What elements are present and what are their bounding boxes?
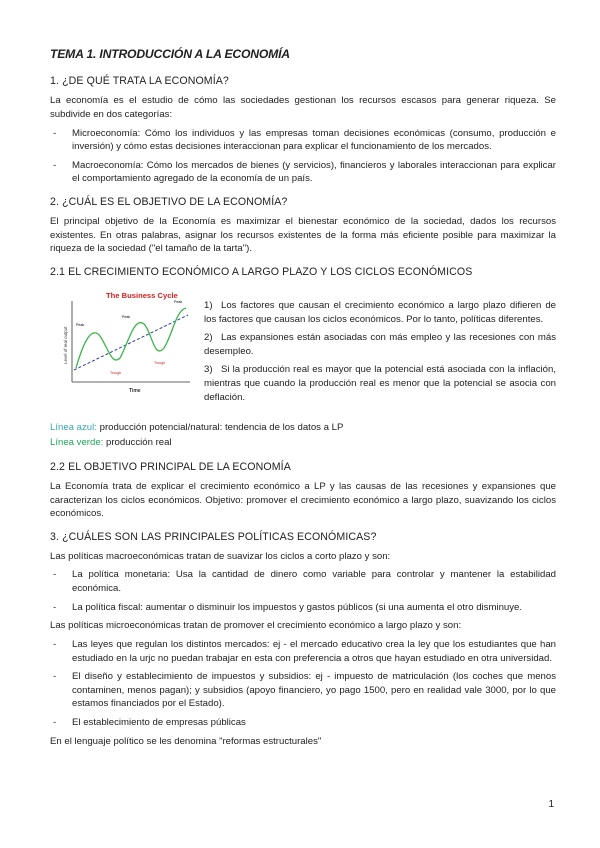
cycle-point-3 — [204, 363, 556, 404]
section2-paragraph: El principal objetivo de la Economía es maximizar el bienestar económico de la sociedad, dados los recursos existentes. En otras palabras, asignar los recursos existentes de la forma más eficiente posible para maximizar la riqueza de la sociedad ("el tamaño de la tarta"). — [50, 216, 556, 255]
point-text: Los factores que causan el crecimiento económico a largo plazo difieren de los factores que causan los ciclos económicos. Por lo tanto, políticas diferentes. — [204, 299, 556, 325]
section21-heading: 2.1 EL CRECIMIENTO ECONÓMICO A LARGO PLAZO Y LOS CICLOS ECONÓMICOS — [50, 265, 473, 278]
chart-legend — [50, 421, 556, 450]
annotation-trough-1: Trough — [110, 370, 122, 375]
x-axis-label: Time — [129, 387, 141, 394]
chart-title: The Business Cycle — [106, 290, 178, 300]
list-item-leyes-mercados: - Las leyes que regulan los distintos mercados: ej - el mercado educativo crea la ley que los estudiantes que han estudiado en la urjc no puedan trabajar en esta con preferencia a otros que hayan estudiado en otra universidad. — [50, 638, 556, 665]
legend-label-green: Línea verde: — [50, 436, 104, 448]
macro-policies-list — [50, 568, 556, 614]
point-number: 2) — [204, 332, 213, 344]
document-page — [50, 46, 556, 753]
section3-micro-intro: Las políticas microeconómicas tratan de promover el crecimiento económico a largo plazo y son: — [50, 620, 462, 632]
business-cycle-svg — [58, 288, 192, 402]
point-number: 3) — [204, 364, 213, 376]
point-text: Si la producción real es mayor que la potencial está asociada con la inflación, mientras que cuando la producción real es menor que la potencial se asocia con deflación. — [204, 364, 556, 403]
section22-heading: 2.2 EL OBJETIVO PRINCIPAL DE LA ECONOMÍA — [50, 460, 291, 473]
section1-list — [50, 127, 556, 186]
cycle-point-1 — [204, 299, 556, 326]
section3-heading: 3. ¿CUÁLES SON LAS PRINCIPALES POLÍTICAS ECONÓMICAS? — [50, 530, 377, 543]
point-number: 1) — [204, 299, 213, 311]
document-title: TEMA 1. INTRODUCCIÓN A LA ECONOMÍA — [50, 47, 290, 61]
legend-label-blue: Línea azul: — [50, 422, 97, 434]
legend-green-line — [50, 436, 556, 450]
section3-closing: En el lenguaje político se les denomina "reformas estructurales" — [50, 735, 322, 747]
section3-macro-intro: Las políticas macroeconómicas tratan de suavizar los ciclos a corto plazo y son: — [50, 550, 391, 562]
list-item-politica-fiscal: - La política fiscal: aumentar o disminuir los impuestos y gastos públicos (si una aumenta el otro disminuye. — [50, 601, 556, 615]
micro-policies-list — [50, 638, 556, 730]
annotation-peak-2: Peak — [122, 314, 131, 319]
annotation-peak-3: Peak — [174, 299, 183, 304]
annotation-peak-1: Peak — [76, 322, 85, 327]
annotation-trough-2: Trough — [154, 360, 166, 365]
legend-text-green: producción real — [106, 436, 172, 448]
series-line-potential — [74, 315, 188, 370]
page-number: 1 — [548, 799, 554, 810]
section1-heading: 1. ¿DE QUÉ TRATA LA ECONOMÍA? — [50, 75, 229, 88]
list-item-macroeconomia: - Macroeconomía: Cómo los mercados de bienes (y servicios), financieros y laborales interaccionan para explicar el comportamiento agregado de la economía de un país. — [50, 159, 556, 186]
section22-paragraph: La Economía trata de explicar el crecimiento económico a LP y las causas de las recesiones y expansiones que caracterizan los ciclos económicos. Objetivo: promover el crecimiento económico a largo plazo, suavizando los ciclos económicos. — [50, 480, 556, 520]
point-text: Las expansiones están asociadas con más empleo y las recesiones con más desempleo. — [204, 332, 556, 357]
y-axis-label: Level of real output — [63, 326, 68, 364]
business-cycle-chart — [58, 288, 192, 402]
cycle-point-2 — [204, 331, 556, 358]
list-item-impuestos-subsidios: - El diseño y establecimiento de impuestos y subsidios: ej - impuesto de matriculación (los coches que menos contaminen, menos pagan); y subsidios (apoyo financiero, yo pago 1500, pero en realidad vale 3000, por lo que estamos financiados por el Estado). — [50, 670, 556, 711]
section2-heading: 2. ¿CUÁL ES EL OBJETIVO DE LA ECONOMÍA? — [50, 196, 288, 209]
legend-text-blue: producción potencial/natural: tendencia de los datos a LP — [99, 422, 344, 434]
section1-intro: La economía es el estudio de cómo las sociedades gestionan los recursos escasos para generar riqueza. Se subdivide en dos categorías: — [50, 95, 556, 120]
list-item-microeconomia: - Microeconomía: Cómo los individuos y las empresas toman decisiones económicas (consumo, producción e inversión) y cómo estas decisiones interaccionan para explicar el funcionamiento de los mercados. — [50, 127, 556, 154]
cycle-points-list — [204, 299, 556, 409]
list-item-empresas-publicas: - El establecimiento de empresas públicas — [50, 716, 556, 730]
series-line-real — [76, 308, 186, 368]
chart-row — [50, 288, 556, 409]
legend-blue-line — [50, 421, 556, 435]
list-item-politica-monetaria: - La política monetaria: Usa la cantidad de dinero como variable para controlar y mantener la estabilidad económica. — [50, 568, 556, 595]
